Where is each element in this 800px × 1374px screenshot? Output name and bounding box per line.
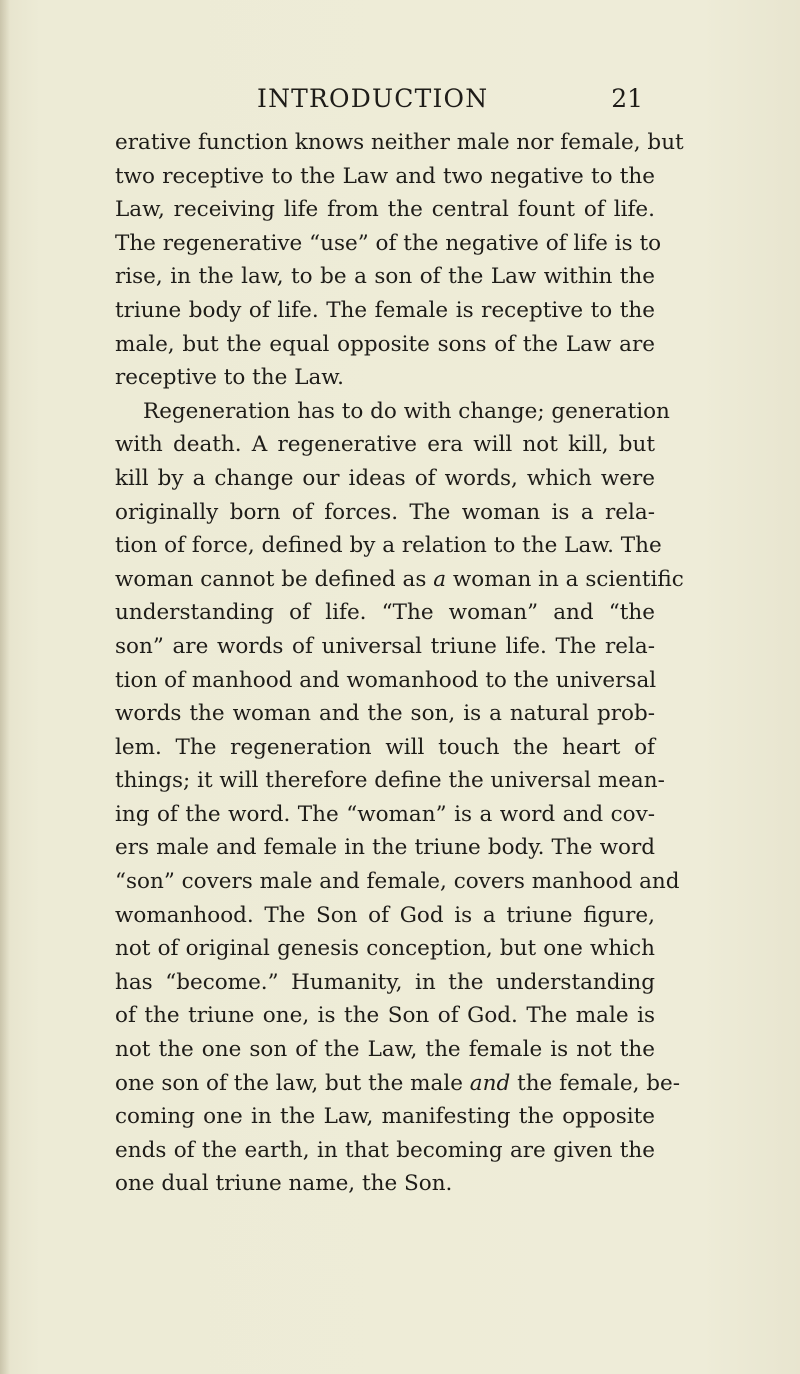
text-fragment: the female, be- (517, 1070, 681, 1096)
text-fragment: woman in a scientific (452, 566, 684, 592)
text-line: ends of the earth, in that becoming are given the (115, 1137, 655, 1163)
text-line: male, but the equal opposite sons of the Law are (115, 331, 655, 357)
text-line: tion of force, defined by a relation to the Law. The (115, 533, 662, 559)
page-gutter-shadow (0, 0, 10, 1374)
text-line: two receptive to the Law and two negative to the (115, 163, 655, 189)
text-line: ers male and female in the triune body. The word (115, 835, 655, 861)
text-line: coming one in the Law, manifesting the opposite (115, 1104, 655, 1130)
text-line: erative function knows neither male nor female, but (115, 130, 684, 155)
text-line: Law, receiving life from the central fount of life. (115, 197, 655, 223)
page-header (115, 84, 655, 116)
text-line: things; it will therefore define the universal mean- (115, 768, 665, 794)
text-line: rise, in the law, to be a son of the Law within the (115, 264, 655, 290)
text-line: not the one son of the Law, the female is not the (115, 1037, 655, 1063)
text-line: “son” covers male and female, covers manhood and (115, 869, 680, 895)
text-line: Regeneration has to do with change; generation (143, 398, 670, 424)
text-line: The regenerative “use” of the negative of life is to (115, 230, 662, 256)
text-line: womanhood. The Son of God is a triune figure, (115, 902, 655, 928)
text-line: lem. The regeneration will touch the heart of (115, 734, 655, 760)
text-fragment: woman cannot be defined as (115, 566, 427, 592)
text-line: tion of manhood and womanhood to the universal (115, 667, 657, 693)
text-line: words the woman and the son, is a natural prob- (115, 701, 655, 727)
text-line: of the triune one, is the Son of God. The male is (115, 1003, 655, 1029)
text-line: understanding of life. “The woman” and “the (115, 600, 655, 626)
text-line: triune body of life. The female is receptive to the (115, 297, 655, 323)
text-line: son” are words of universal triune life. The rela- (115, 633, 655, 659)
text-line: originally born of forces. The woman is a rela- (115, 499, 655, 525)
page-number: 21 (611, 84, 643, 113)
text-line: with death. A regenerative era will not kill, but (115, 432, 655, 458)
text-line: not of original genesis conception, but one which (115, 936, 655, 962)
italic-word: and (469, 1070, 511, 1096)
running-head: INTRODUCTION (257, 84, 489, 113)
text-line (115, 563, 684, 597)
text-line: kill by a change our ideas of words, which were (115, 465, 655, 491)
text-line: has “become.” Humanity, in the understanding (115, 969, 655, 995)
body-text (115, 126, 684, 1201)
text-line: one dual triune name, the Son. (115, 1171, 453, 1197)
text-line: ing of the word. The “woman” is a word and cov- (115, 801, 655, 827)
italic-word: a (433, 566, 447, 592)
text-line (115, 1067, 681, 1101)
text-line: receptive to the Law. (115, 365, 344, 391)
text-fragment: one son of the law, but the male (115, 1070, 463, 1096)
